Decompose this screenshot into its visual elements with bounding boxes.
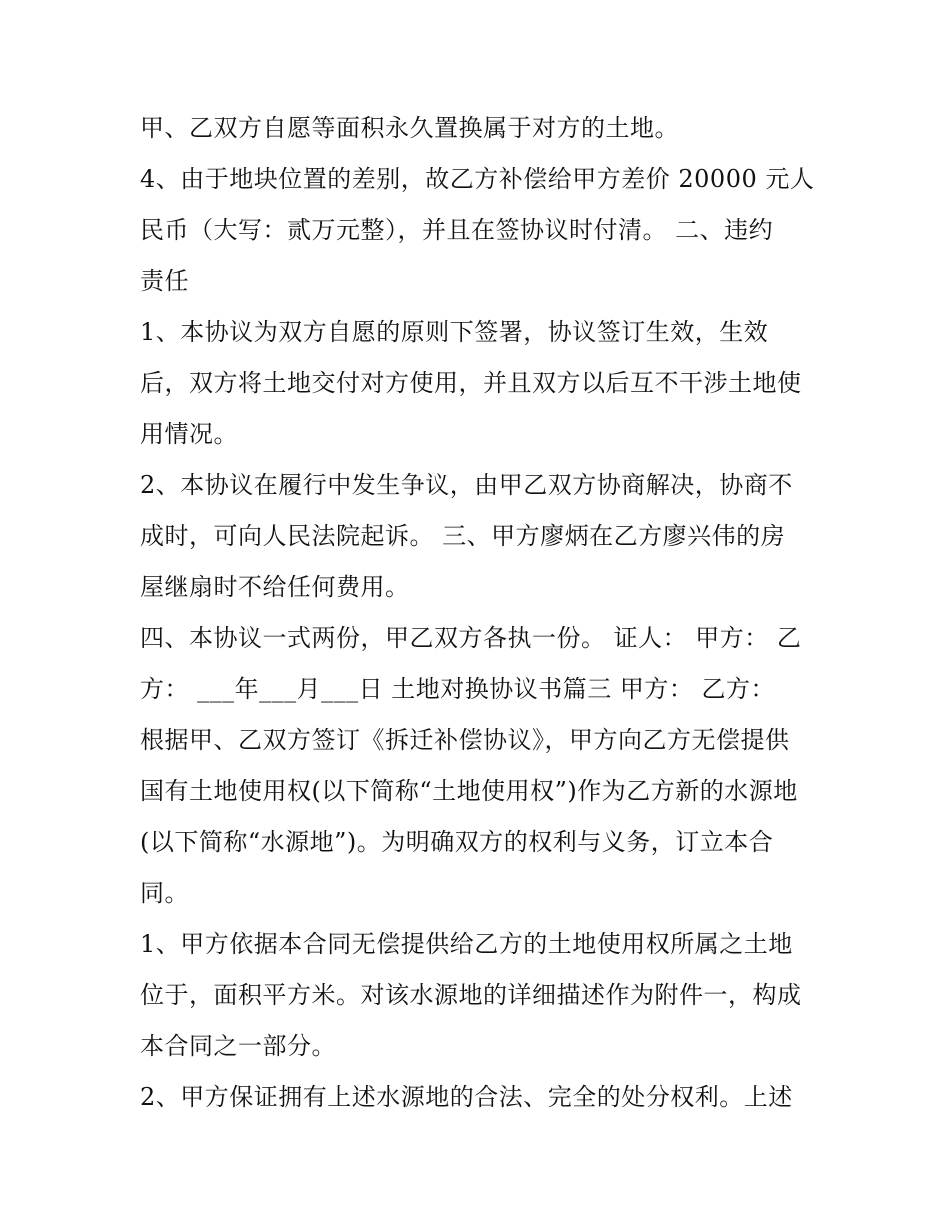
text-line: 成时，可向人民法院起诉。 三、甲方廖炳在乙方廖兴伟的房 <box>140 522 786 550</box>
text-line: 2、甲方保证拥有上述水源地的合法、完全的处分权利。上述 <box>140 1083 793 1111</box>
document-body <box>140 103 815 1123</box>
text-line: (以下简称“水源地”)。为明确双方的权利与义务，订立本合 <box>140 828 774 856</box>
text-line: 位于，面积平方米。对该水源地的详细描述作为附件一，构成 <box>140 981 802 1009</box>
text-line: 责任 <box>140 267 189 295</box>
text-line: 1、本协议为双方自愿的原则下签署，协议签订生效，生效 <box>140 318 769 346</box>
text-line: 甲、乙双方自愿等面积永久置换属于对方的土地。 <box>140 114 679 142</box>
text-line: 4、由于地块位置的差别，故乙方补偿给甲方差价 20000 元人 <box>140 165 815 193</box>
text-line: 用情况。 <box>140 420 238 448</box>
text-line: 方： ___年___月___日 土地对换协议书篇三 甲方： 乙方： <box>140 675 776 703</box>
text-line: 国有土地使用权(以下简称“土地使用权”)作为乙方新的水源地 <box>140 777 798 805</box>
text-line: 屋继扇时不给任何费用。 <box>140 573 410 601</box>
text-line: 根据甲、乙双方签订《拆迁补偿协议》，甲方向乙方无偿提供 <box>140 726 790 754</box>
text-line: 2、本协议在履行中发生争议，由甲乙双方协商解决，协商不 <box>140 471 793 499</box>
text-line: 本合同之一部分。 <box>140 1032 336 1060</box>
text-line: 同。 <box>140 879 189 907</box>
text-line: 1、甲方依据本合同无偿提供给乙方的土地使用权所属之土地 <box>140 930 793 958</box>
text-line: 民币（大写：贰万元整），并且在签协议时付清。 二、违约 <box>140 216 774 244</box>
text-line: 四、本协议一式两份，甲乙双方各执一份。 证人： 甲方： 乙 <box>140 624 802 652</box>
text-line: 后，双方将土地交付对方使用，并且双方以后互不干涉土地使 <box>140 369 802 397</box>
